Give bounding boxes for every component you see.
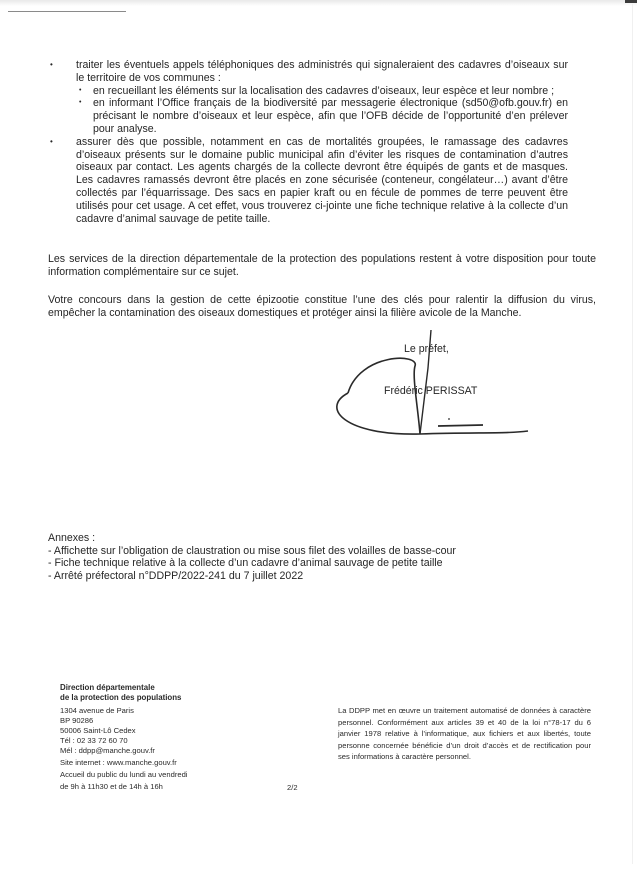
bullet-item xyxy=(48,59,568,136)
bullet-text: assurer dès que possible, notamment en cas de mortalités groupées, le ramassage des cadavres d’oiseaux présents sur le domaine public municipal afin d’éviter les risques de contamination d’autres oiseaux par contact. Les agents chargés de la collecte devront être équipés de gants et de masques. Les cadavres ramassés devront être placés en zone sécurisée (conteneur, congélateur…) avant d’être collectés par l’équarrissage. Des sacs en papier kraft ou en fécule de pommes de terre peuvent être utilisés pour cet usage. A cet effet, vous trouverez ci-jointe une fiche technique relative à la collecte d’un cadavre d’animal sauvage de petite taille. xyxy=(76,135,568,225)
privacy-notice: La DDPP met en œuvre un traitement automatisé de données à caractère personnel. Conformément aux articles 39 et 40 de la loi n°78-17 du 6 janvier 1978 relative à l’informatique, aux fichiers et aux libertés, toute personne concernée bénéficie d’un droit d’accès et de rectification pour ses informations à caractère personnel. xyxy=(338,706,591,762)
org-line: de la protection des populations xyxy=(60,693,182,702)
signature-dot xyxy=(448,418,450,420)
footer-contact-block xyxy=(60,683,188,792)
annex-item: - Fiche technique relative à la collecte d’un cadavre d’animal sauvage de petite taille xyxy=(48,557,443,570)
sub-bullet-text: en recueillant les éléments sur la localisation des cadavres d’oiseaux, leur espèce et leur nombre ; xyxy=(93,84,555,97)
instructions-list xyxy=(48,59,568,225)
address-line: 1304 avenue de Paris xyxy=(60,706,134,715)
header-rule xyxy=(8,11,126,12)
signatory-name: Frédéric PERISSAT xyxy=(384,385,478,397)
sub-bullet-item xyxy=(76,97,568,135)
scan-corner-mark xyxy=(625,0,637,3)
bullet-text: traiter les éventuels appels téléphoniques des administrés qui signaleraient des cadavres d’oiseaux sur le territoire de vos communes : xyxy=(76,59,568,84)
sub-bullet-item xyxy=(76,85,568,98)
org-line: Direction départementale xyxy=(60,683,155,692)
annexes-section xyxy=(48,532,456,582)
scan-right-edge xyxy=(632,4,633,864)
website-line: Site internet : www.manche.gouv.fr xyxy=(60,758,177,767)
signature-loop xyxy=(337,393,528,434)
phone-line: Tél : 02 33 72 60 70 xyxy=(60,736,128,745)
sub-bullet-text: en informant l’Office français de la biodiversité par messagerie électronique (sd50@ofb.gouv.fr) en précisant le nombre d’oiseaux et leur espèce, afin que l’OFB décide de l’opportunité d’en prélever pour analyse. xyxy=(93,97,568,135)
signatory-title: Le préfet, xyxy=(404,343,449,355)
annex-item: - Affichette sur l’obligation de claustration ou mise sous filet des volailles de basse-cour xyxy=(48,544,456,557)
address-line: BP 90286 xyxy=(60,716,94,725)
annex-item: - Arrêté préfectoral n°DDPP/2022-241 du 7 juillet 2022 xyxy=(48,569,304,582)
hours-line: Accueil du public du lundi au vendredi xyxy=(60,770,188,779)
scan-top-shadow xyxy=(0,0,637,6)
paragraph-services: Les services de la direction départementale de la protection des populations restent à votre disposition pour toute information complémentaire sur ce sujet. xyxy=(48,253,596,278)
hours-line: de 9h à 11h30 et de 14h à 16h xyxy=(60,782,163,791)
paragraph-concours: Votre concours dans la gestion de cette épizootie constitue l’une des clés pour ralentir la diffusion du virus, empêcher la contamination des oiseaux domestiques et protéger ainsi la filière avicole de la Manche. xyxy=(48,294,596,319)
footer-organization xyxy=(60,683,188,703)
annexes-heading: Annexes : xyxy=(48,532,96,544)
bullet-item xyxy=(48,136,568,226)
page-number: 2/2 xyxy=(287,783,298,792)
email-line: Mél : ddpp@manche.gouv.fr xyxy=(60,746,155,755)
sub-list xyxy=(76,85,568,136)
signature-underline xyxy=(438,425,483,426)
address-line: 50006 Saint-Lô Cedex xyxy=(60,726,136,735)
